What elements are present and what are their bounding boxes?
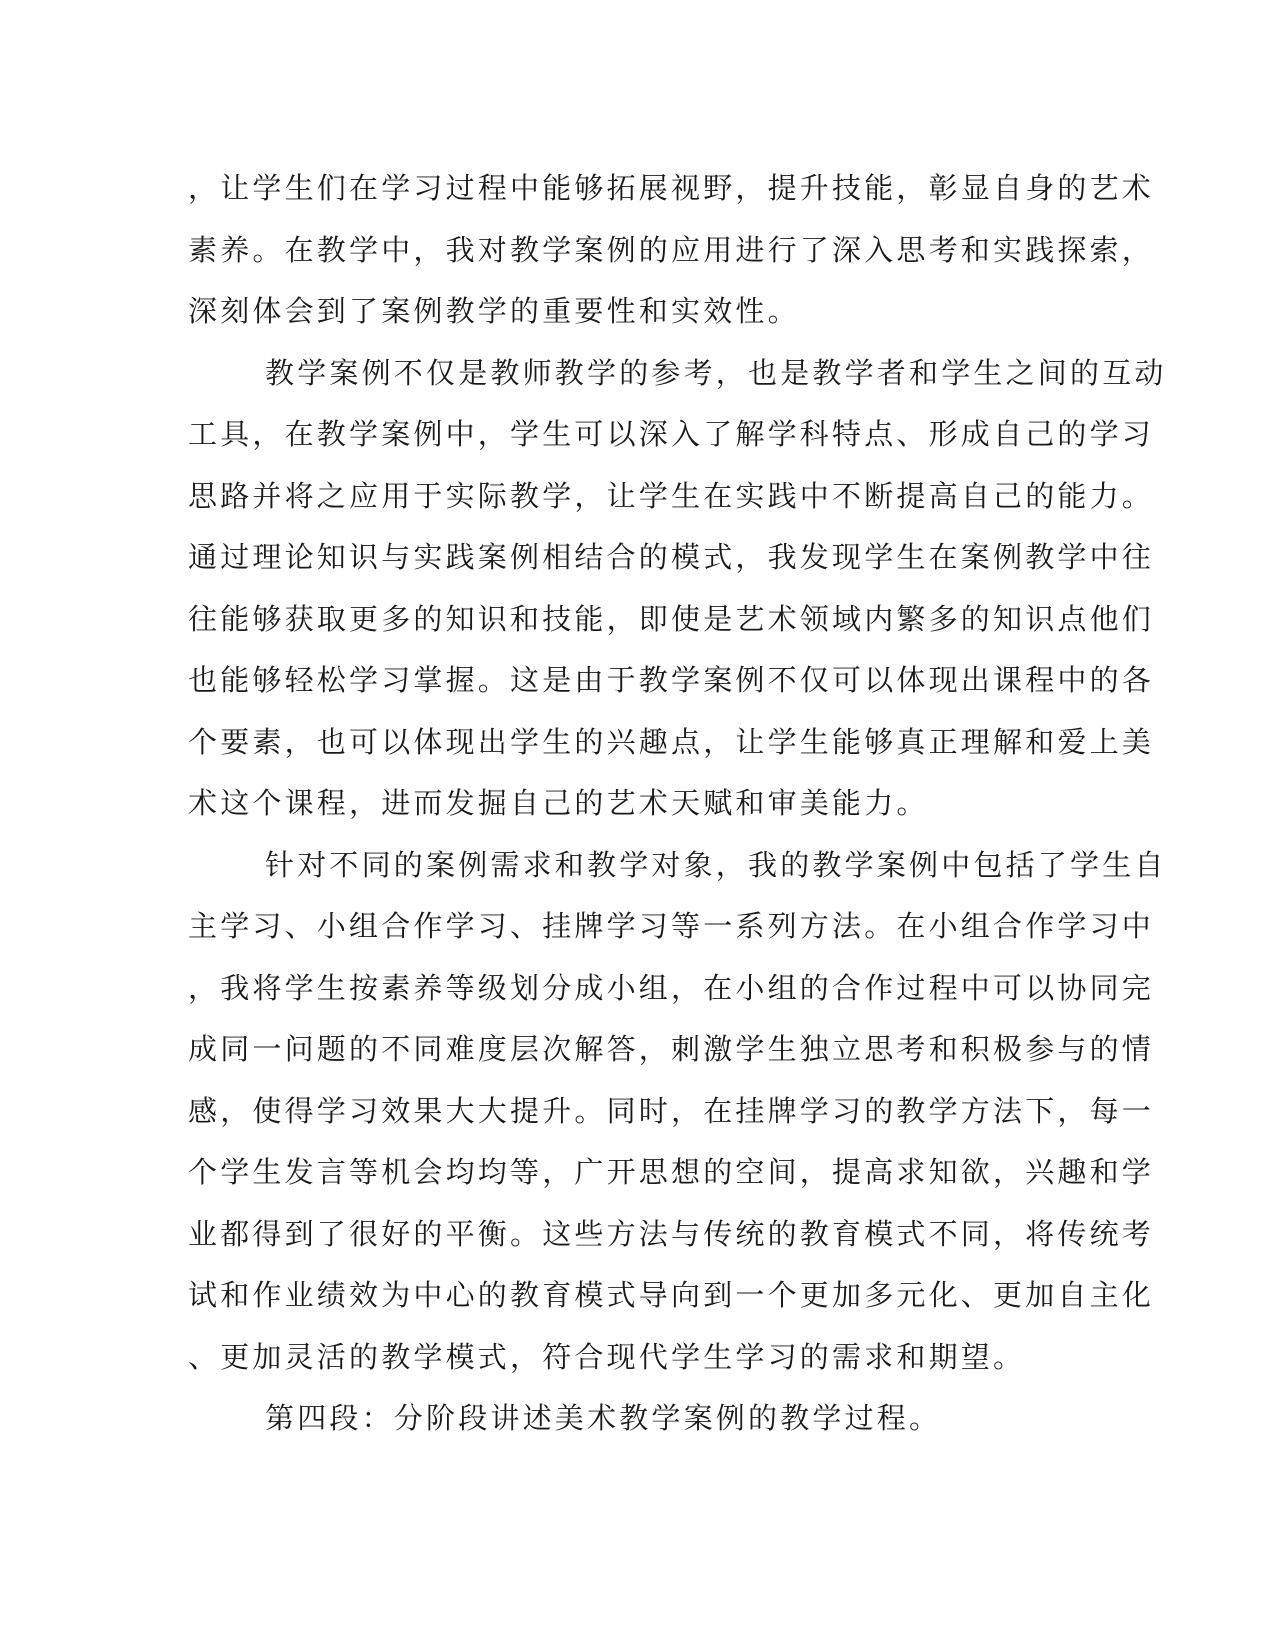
text-line: 术这个课程，进而发掘自己的艺术天赋和审美能力。 bbox=[188, 786, 929, 820]
text-line: 成同一问题的不同难度层次解答，刺激学生独立思考和积极参与的情 bbox=[188, 1032, 1155, 1066]
text-line: 思路并将之应用于实际教学，让学生在实践中不断提高自己的能力。 bbox=[188, 478, 1155, 513]
text-line: ，我将学生按素养等级划分成小组，在小组的合作过程中可以协同完 bbox=[188, 970, 1155, 1005]
text-line: 个学生发言等机会均均等，广开思想的空间，提高求知欲，兴趣和学 bbox=[188, 1155, 1155, 1189]
paragraph-4 bbox=[188, 1388, 1068, 1450]
text-line: 深刻体会到了案例教学的重要性和实效性。 bbox=[188, 294, 800, 328]
text-line: 针对不同的案例需求和教学对象，我的教学案例中包括了学生自 bbox=[265, 847, 1167, 882]
text-line: 工具，在教学案例中，学生可以深入了解学科特点、形成自己的学习 bbox=[188, 417, 1155, 451]
body-text bbox=[188, 158, 1167, 1450]
section-heading-line: 第四段：分阶段讲述美术教学案例的教学过程。 bbox=[265, 1401, 942, 1435]
text-line: 业都得到了很好的平衡。这些方法与传统的教育模式不同，将传统考 bbox=[188, 1216, 1155, 1251]
text-line: 也能够轻松学习掌握。这是由于教学案例不仅可以体现出课程中的各 bbox=[188, 663, 1155, 697]
text-line: 往能够获取更多的知识和技能，即使是艺术领域内繁多的知识点他们 bbox=[188, 601, 1155, 636]
text-line: 素养。在教学中，我对教学案例的应用进行了深入思考和实践探索， bbox=[188, 232, 1155, 267]
paragraph-1 bbox=[188, 158, 1155, 343]
paragraph-3 bbox=[188, 835, 1167, 1389]
text-line: 、更加灵活的教学模式，符合现代学生学习的需求和期望。 bbox=[188, 1339, 1026, 1374]
text-line: 通过理论知识与实践案例相结合的模式，我发现学生在案例教学中往 bbox=[188, 540, 1155, 574]
paragraph-2 bbox=[188, 343, 1167, 835]
text-line: ，让学生们在学习过程中能够拓展视野，提升技能，彰显自身的艺术 bbox=[188, 171, 1155, 205]
text-line: 主学习、小组合作学习、挂牌学习等一系列方法。在小组合作学习中 bbox=[188, 909, 1155, 943]
text-line: 感，使得学习效果大大提升。同时，在挂牌学习的教学方法下，每一 bbox=[188, 1093, 1155, 1128]
text-line: 教学案例不仅是教师教学的参考，也是教学者和学生之间的互动 bbox=[265, 355, 1167, 390]
text-line: 试和作业绩效为中心的教育模式导向到一个更加多元化、更加自主化 bbox=[188, 1278, 1155, 1312]
text-line: 个要素，也可以体现出学生的兴趣点，让学生能够真正理解和爱上美 bbox=[188, 724, 1155, 759]
